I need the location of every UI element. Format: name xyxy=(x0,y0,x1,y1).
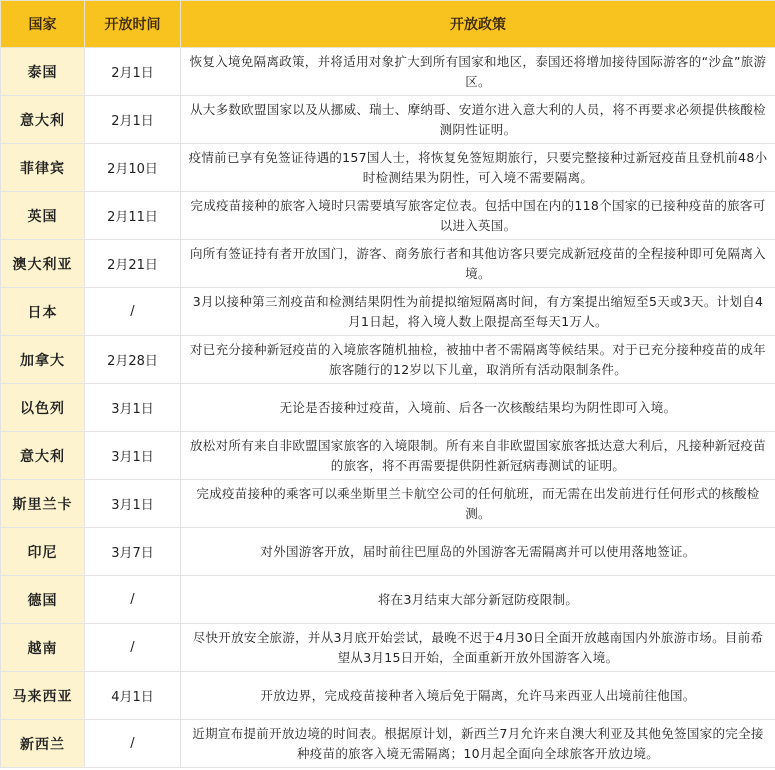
table-row xyxy=(1,96,775,144)
table-row xyxy=(1,528,775,576)
table-row xyxy=(1,432,775,480)
table-row xyxy=(1,624,775,672)
policy-cell: 无论是否接种过疫苗，入境前、后各一次核酸结果均为阴性即可入境。 xyxy=(181,384,775,432)
policy-cell: 完成疫苗接种的旅客入境时只需要填写旅客定位表。包括中国在内的118个国家的已接种疫苗的旅客可以进入英国。 xyxy=(181,192,775,240)
date-cell: 3月1日 xyxy=(85,480,181,528)
policy-cell: 恢复入境免隔离政策，并将适用对象扩大到所有国家和地区，泰国还将增加接待国际游客的“沙盒”旅游区。 xyxy=(181,48,775,96)
header-country: 国家 xyxy=(1,1,85,48)
policy-cell: 放松对所有来自非欧盟国家旅客的入境限制。所有来自非欧盟国家旅客抵达意大利后，凡接种新冠疫苗的旅客，将不再需要提供阴性新冠病毒测试的证明。 xyxy=(181,432,775,480)
policy-cell: 完成疫苗接种的乘客可以乘坐斯里兰卡航空公司的任何航班，而无需在出发前进行任何形式的核酸检测。 xyxy=(181,480,775,528)
date-cell: / xyxy=(85,576,181,624)
country-cell: 澳大利亚 xyxy=(1,240,85,288)
table-row xyxy=(1,720,775,768)
table-row xyxy=(1,672,775,720)
policy-cell: 对外国游客开放，届时前往巴厘岛的外国游客无需隔离并可以使用落地签证。 xyxy=(181,528,775,576)
policy-cell: 疫情前已享有免签证待遇的157国人士，将恢复免签短期旅行，只要完整接种过新冠疫苗且登机前48小时检测结果为阴性，可入境不需要隔离。 xyxy=(181,144,775,192)
policy-cell: 近期宣布提前开放边境的时间表。根据原计划，新西兰7月允许来自澳大利亚及其他免签国家的完全接种疫苗的旅客入境无需隔离；10月起全面向全球旅客开放边境。 xyxy=(181,720,775,768)
table-row xyxy=(1,288,775,336)
date-cell: 3月1日 xyxy=(85,384,181,432)
table-row xyxy=(1,384,775,432)
policy-cell: 从大多数欧盟国家以及从挪威、瑞士、摩纳哥、安道尔进入意大利的人员，将不再要求必须提供核酸检测阴性证明。 xyxy=(181,96,775,144)
table-row xyxy=(1,576,775,624)
country-cell: 德国 xyxy=(1,576,85,624)
table-row xyxy=(1,144,775,192)
date-cell: 2月1日 xyxy=(85,96,181,144)
header-policy: 开放政策 xyxy=(181,1,775,48)
country-cell: 英国 xyxy=(1,192,85,240)
date-cell: 3月1日 xyxy=(85,432,181,480)
header-row xyxy=(1,1,775,48)
country-cell: 泰国 xyxy=(1,48,85,96)
table-row xyxy=(1,336,775,384)
date-cell: / xyxy=(85,288,181,336)
country-cell: 加拿大 xyxy=(1,336,85,384)
country-cell: 日本 xyxy=(1,288,85,336)
policy-cell: 3月以接种第三剂疫苗和检测结果阴性为前提拟缩短隔离时间，有方案提出缩短至5天或3天。计划自4月1日起，将入境人数上限提高至每天1万人。 xyxy=(181,288,775,336)
country-cell: 马来西亚 xyxy=(1,672,85,720)
date-cell: 4月1日 xyxy=(85,672,181,720)
date-cell: / xyxy=(85,624,181,672)
country-cell: 意大利 xyxy=(1,96,85,144)
date-cell: 3月7日 xyxy=(85,528,181,576)
policy-cell: 将在3月结束大部分新冠防疫限制。 xyxy=(181,576,775,624)
policy-cell: 向所有签证持有者开放国门，游客、商务旅行者和其他访客只要完成新冠疫苗的全程接种即可免隔离入境。 xyxy=(181,240,775,288)
date-cell: 2月1日 xyxy=(85,48,181,96)
country-cell: 意大利 xyxy=(1,432,85,480)
country-cell: 越南 xyxy=(1,624,85,672)
policy-cell: 开放边界，完成疫苗接种者入境后免于隔离，允许马来西亚人出境前往他国。 xyxy=(181,672,775,720)
policy-cell: 尽快开放安全旅游，并从3月底开始尝试，最晚不迟于4月30日全面开放越南国内外旅游市场。目前希望从3月15日开始，全面重新开放外国游客入境。 xyxy=(181,624,775,672)
date-cell: 2月10日 xyxy=(85,144,181,192)
date-cell: 2月11日 xyxy=(85,192,181,240)
header-date: 开放时间 xyxy=(85,1,181,48)
policy-cell: 对已充分接种新冠疫苗的入境旅客随机抽检，被抽中者不需隔离等候结果。对于已充分接种疫苗的成年旅客随行的12岁以下儿童，取消所有活动限制条件。 xyxy=(181,336,775,384)
date-cell: 2月28日 xyxy=(85,336,181,384)
country-cell: 斯里兰卡 xyxy=(1,480,85,528)
table-row xyxy=(1,48,775,96)
country-cell: 新西兰 xyxy=(1,720,85,768)
date-cell: 2月21日 xyxy=(85,240,181,288)
country-cell: 以色列 xyxy=(1,384,85,432)
table-row xyxy=(1,240,775,288)
date-cell: / xyxy=(85,720,181,768)
table-row xyxy=(1,480,775,528)
country-cell: 菲律宾 xyxy=(1,144,85,192)
table-row xyxy=(1,192,775,240)
country-cell: 印尼 xyxy=(1,528,85,576)
